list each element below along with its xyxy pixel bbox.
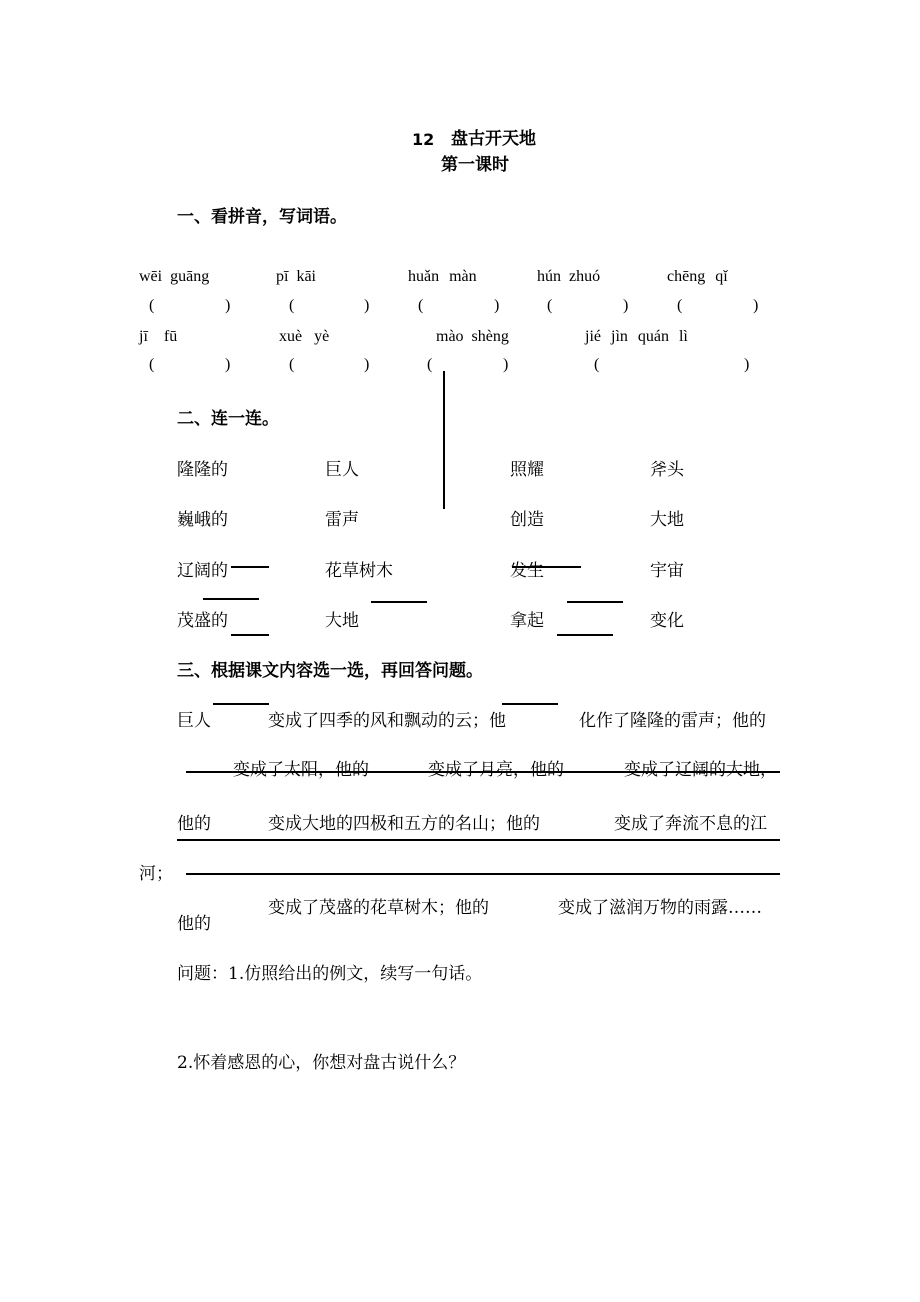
section3-heading: 三、根据课文内容选一选，再回答问题。 [177,661,483,681]
passage-line5-c: 变成了滋润万物的雨露…… [558,898,762,918]
match-noun-4: 大地 [325,611,359,631]
match-left-1: 隆隆的 [177,460,228,480]
lesson-number: 12 [412,130,435,149]
match-left-3: 辽阔的 [177,561,228,581]
question-1: 问题：1.仿照给出的例文，续写一句话。 [177,964,483,984]
answer-box-2-close: ) [364,297,370,314]
answer-box-7-open: ( [289,356,295,373]
passage-line1-b: 变成了四季的风和飘动的云；他 [268,711,506,731]
pinyin-jifu: jī fū [139,328,178,345]
match-verb-3: 发生 [510,561,544,581]
match-verb-1: 照耀 [510,460,544,480]
question-2: 2.怀着感恩的心，你想对盘古说什么？ [177,1053,466,1073]
blank-line [231,634,269,636]
answer-box-7-close: ) [364,356,370,373]
match-verb-2: 创造 [510,510,544,530]
passage-line3-b: 变成大地的四极和五方的名山；他的 [268,814,540,834]
strike-line [186,771,780,773]
match-object-4: 变化 [650,611,684,631]
passage-line5-a: 他的 [177,914,211,934]
answer-box-4-open: ( [547,297,553,314]
pinyin-chengqi: chēng qǐ [667,268,728,285]
blank-line [186,873,780,875]
answer-box-3-close: ) [494,297,500,314]
match-noun-2: 雷声 [325,510,359,530]
blank-line [231,566,269,568]
passage-line2-c: 变成了辽阔的大地， [624,760,777,780]
blank-line [177,839,780,841]
answer-box-1-open: ( [149,297,155,314]
answer-box-8-close: ) [503,356,509,373]
match-object-1: 斧头 [650,460,684,480]
passage-line2-b: 变成了月亮，他的 [428,760,564,780]
section1-heading: 一、看拼音，写词语。 [177,207,347,227]
pinyin-jiejinquanli: jié jìn quán lì [585,328,688,345]
blank-line [557,634,613,636]
page-title: 盘古开天地 [451,129,536,149]
match-object-2: 大地 [650,510,684,530]
answer-box-6-open: ( [149,356,155,373]
answer-box-1-close: ) [225,297,231,314]
passage-line3-c: 变成了奔流不息的江 [614,814,767,834]
passage-line4-a: 河； [139,864,173,884]
answer-box-3-open: ( [418,297,424,314]
pinyin-xueye: xuè yè [279,328,330,345]
passage-line2-a: 变成了太阳，他的 [233,760,369,780]
pinyin-huanman: huǎn màn [408,268,477,285]
page-subtitle: 第一课时 [441,155,509,175]
passage-line3-a: 他的 [177,814,211,834]
answer-box-5-open: ( [677,297,683,314]
match-noun-1: 巨人 [325,460,359,480]
answer-box-5-close: ) [753,297,759,314]
section2-heading: 二、连一连。 [177,409,279,429]
passage-line5-b: 变成了茂盛的花草树木；他的 [268,898,489,918]
answer-box-9-close: ) [744,356,750,373]
pinyin-weiguang: wēi guāng [139,268,210,285]
blank-line [213,703,269,705]
answer-box-8-open: ( [427,356,433,373]
pinyin-pikai: pī kāi [276,268,316,285]
answer-box-9-open: ( [594,356,600,373]
match-left-2: 巍峨的 [177,510,228,530]
answer-box-4-close: ) [623,297,629,314]
pinyin-maosheng: mào shèng [436,328,509,345]
match-verb-4: 拿起 [510,611,544,631]
vertical-divider [443,371,445,509]
answer-box-2-open: ( [289,297,295,314]
blank-line [567,601,623,603]
pinyin-hunzhuo: hún zhuó [537,268,601,285]
passage-line1-a: 巨人 [177,711,211,731]
blank-line [371,601,427,603]
match-object-3: 宇宙 [650,561,684,581]
match-noun-3: 花草树木 [325,561,393,581]
blank-line [502,703,558,705]
blank-line [512,566,581,568]
match-left-4: 茂盛的 [177,611,228,631]
blank-line [203,598,259,600]
answer-box-6-close: ) [225,356,231,373]
passage-line1-c: 化作了隆隆的雷声；他的 [579,711,766,731]
